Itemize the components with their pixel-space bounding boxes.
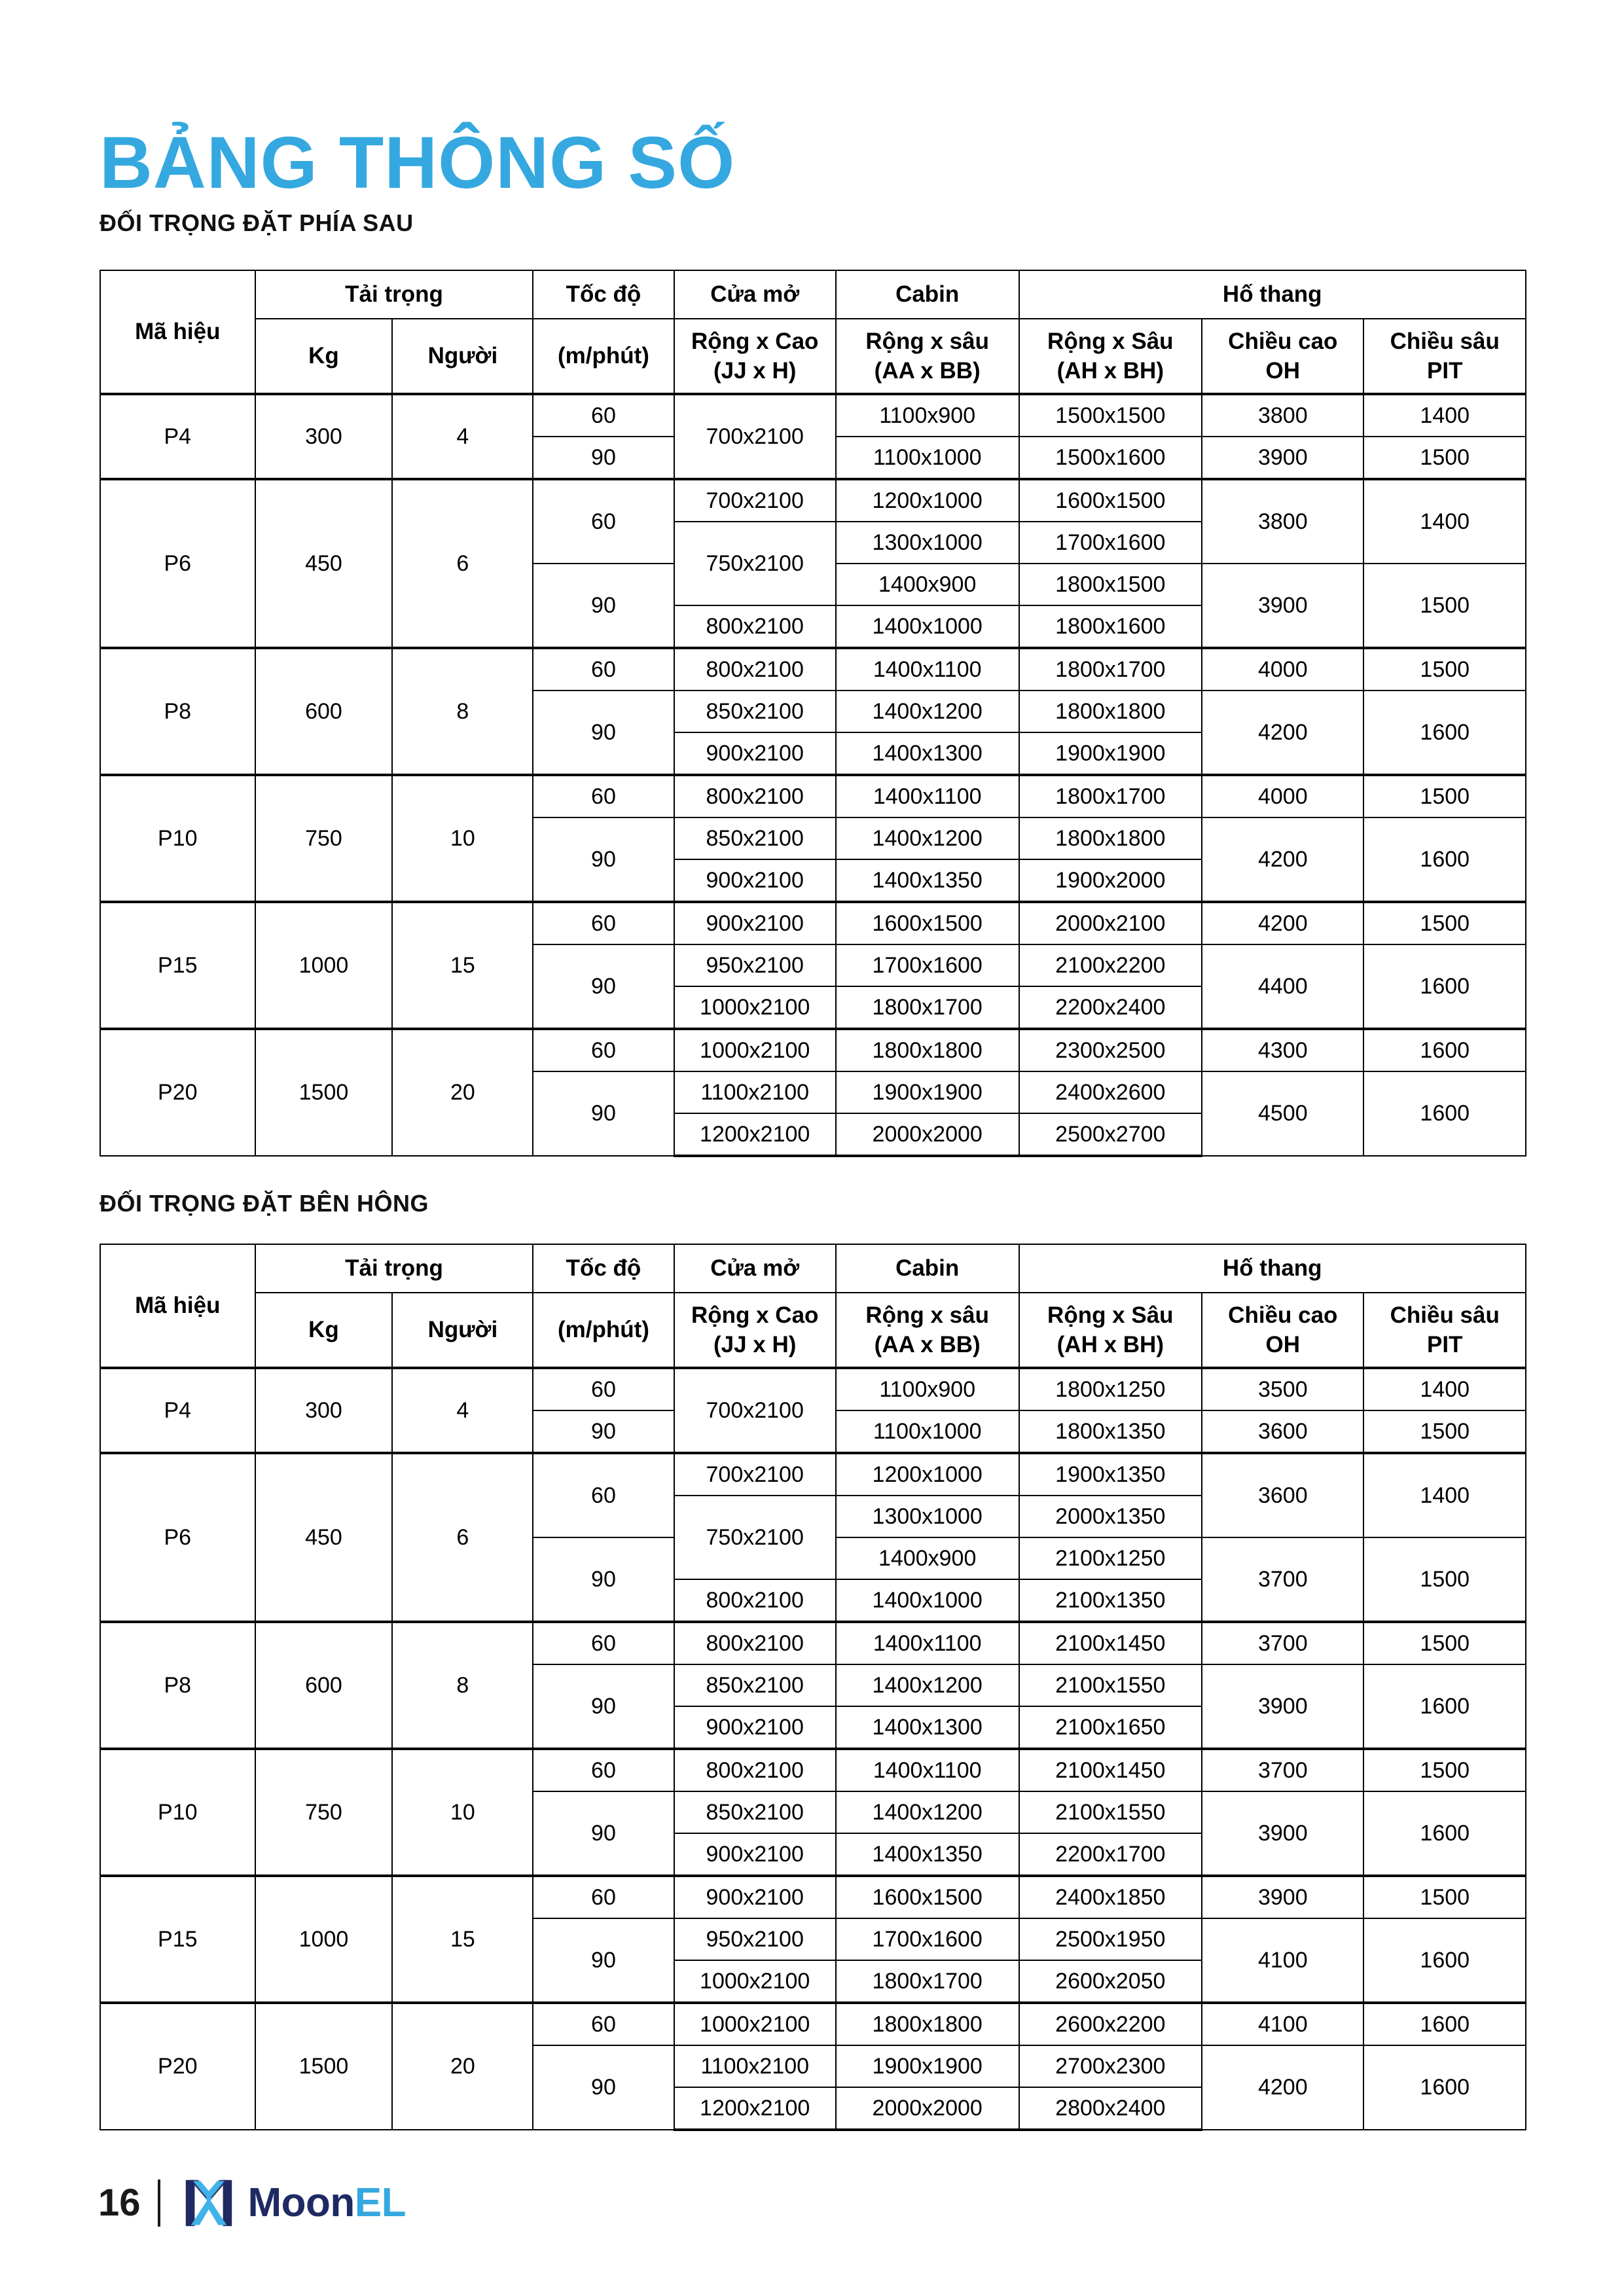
cell-cabin-size: 1800x1800 [836,2003,1019,2045]
cell-door-size: 750x2100 [674,1496,836,1579]
cell-speed: 90 [533,944,674,1029]
cell-overhead-oh: 3700 [1202,1749,1363,1791]
cell-cabin-size: 1400x1200 [836,817,1019,859]
cell-shaft-size: 2100x1550 [1019,1664,1202,1706]
cell-shaft-size: 2200x2400 [1019,986,1202,1029]
th-shaft-sub: Rộng x Sâu (AH x BH) [1019,1293,1202,1368]
cell-pit-depth: 1600 [1363,1791,1526,1876]
th-kg: Kg [255,319,393,394]
cell-pit-depth: 1500 [1363,1622,1526,1664]
cell-shaft-size: 2100x1650 [1019,1706,1202,1749]
cell-overhead-oh: 4200 [1202,902,1363,944]
cell-shaft-size: 2700x2300 [1019,2045,1202,2087]
cell-cabin-size: 1300x1000 [836,1496,1019,1537]
cell-door-size: 900x2100 [674,859,836,902]
cell-model-code: P8 [100,648,255,775]
cell-pit-depth: 1500 [1363,1876,1526,1918]
cell-capacity-people: 20 [392,1029,533,1156]
cell-capacity-kg: 750 [255,1749,393,1876]
table-body [100,1368,1526,2130]
cell-speed: 60 [533,1453,674,1537]
cell-overhead-oh: 3500 [1202,1368,1363,1410]
cell-capacity-kg: 300 [255,394,393,479]
cell-model-code: P20 [100,1029,255,1156]
cell-door-size: 1100x2100 [674,1071,836,1113]
cell-capacity-kg: 450 [255,479,393,648]
cell-shaft-size: 2600x2050 [1019,1960,1202,2003]
cell-capacity-people: 6 [392,1453,533,1622]
cell-overhead-oh: 4100 [1202,1918,1363,2003]
cell-capacity-kg: 1000 [255,1876,393,2003]
cell-overhead-oh: 4000 [1202,775,1363,817]
cell-pit-depth: 1600 [1363,1071,1526,1156]
moonel-logo-icon [183,2177,235,2229]
brand-wordmark [247,2180,406,2225]
cell-speed: 90 [533,1071,674,1156]
cell-cabin-size: 1800x1700 [836,986,1019,1029]
th-cabin-group: Cabin [836,1244,1019,1293]
th-code: Mã hiệu [100,1244,255,1368]
cell-shaft-size: 2500x2700 [1019,1113,1202,1156]
cell-shaft-size: 2400x2600 [1019,1071,1202,1113]
cell-capacity-kg: 1000 [255,902,393,1029]
cell-cabin-size: 1100x1000 [836,437,1019,479]
cell-pit-depth: 1500 [1363,902,1526,944]
cell-door-size: 800x2100 [674,1622,836,1664]
cell-cabin-size: 1100x1000 [836,1410,1019,1453]
cell-shaft-size: 2100x1550 [1019,1791,1202,1833]
cell-speed: 60 [533,902,674,944]
cell-speed: 90 [533,1791,674,1876]
cell-speed: 60 [533,394,674,437]
th-pit: Chiều sâu PIT [1363,319,1526,394]
cell-door-size: 850x2100 [674,817,836,859]
cell-speed: 90 [533,2045,674,2130]
cell-overhead-oh: 3800 [1202,394,1363,437]
cell-shaft-size: 2600x2200 [1019,2003,1202,2045]
cell-overhead-oh: 3900 [1202,1664,1363,1749]
cell-capacity-people: 4 [392,394,533,479]
table-row [100,394,1526,437]
cell-capacity-people: 4 [392,1368,533,1453]
page-number: 16 [98,2181,141,2224]
th-load-group: Tải trọng [255,270,533,319]
table-row [100,1749,1526,1791]
th-oh: Chiều cao OH [1202,1293,1363,1368]
cell-door-size: 850x2100 [674,691,836,732]
brand-name-el: EL [354,2180,406,2225]
cell-cabin-size: 1800x1700 [836,1960,1019,2003]
cell-door-size: 700x2100 [674,479,836,522]
cell-pit-depth: 1500 [1363,775,1526,817]
cell-door-size: 900x2100 [674,1876,836,1918]
cell-pit-depth: 1400 [1363,479,1526,564]
cell-capacity-kg: 1500 [255,1029,393,1156]
th-shaft-group: Hố thang [1019,1244,1526,1293]
cell-pit-depth: 1400 [1363,394,1526,437]
cell-model-code: P10 [100,1749,255,1876]
cell-capacity-people: 10 [392,775,533,902]
th-door-sub: Rộng x Cao (JJ x H) [674,319,836,394]
cell-shaft-size: 1800x1700 [1019,775,1202,817]
cell-model-code: P4 [100,1368,255,1453]
cell-overhead-oh: 3700 [1202,1537,1363,1622]
cell-shaft-size: 2800x2400 [1019,2087,1202,2130]
cell-cabin-size: 1200x1000 [836,479,1019,522]
cell-cabin-size: 1400x1100 [836,1749,1019,1791]
cell-door-size: 700x2100 [674,1453,836,1496]
cell-pit-depth: 1600 [1363,1918,1526,2003]
cell-speed: 60 [533,1029,674,1071]
cell-pit-depth: 1600 [1363,944,1526,1029]
cell-door-size: 1000x2100 [674,2003,836,2045]
cell-speed: 90 [533,1918,674,2003]
cell-cabin-size: 1400x1000 [836,605,1019,648]
cell-door-size: 1200x2100 [674,2087,836,2130]
table-row [100,648,1526,691]
cell-cabin-size: 1700x1600 [836,944,1019,986]
cell-overhead-oh: 4200 [1202,2045,1363,2130]
cell-model-code: P15 [100,1876,255,2003]
cell-door-size: 850x2100 [674,1664,836,1706]
th-pit: Chiều sâu PIT [1363,1293,1526,1368]
th-speed-unit: (m/phút) [533,1293,674,1368]
cell-shaft-size: 2000x1350 [1019,1496,1202,1537]
cell-door-size: 900x2100 [674,1833,836,1876]
cell-cabin-size: 1200x1000 [836,1453,1019,1496]
cell-shaft-size: 1800x1500 [1019,564,1202,605]
cell-capacity-kg: 300 [255,1368,393,1453]
th-door-sub: Rộng x Cao (JJ x H) [674,1293,836,1368]
cell-capacity-people: 20 [392,2003,533,2130]
cell-capacity-people: 10 [392,1749,533,1876]
cell-speed: 90 [533,817,674,902]
cell-shaft-size: 2100x1250 [1019,1537,1202,1579]
cell-cabin-size: 1400x1200 [836,1664,1019,1706]
th-cabin-group: Cabin [836,270,1019,319]
cell-shaft-size: 1900x1350 [1019,1453,1202,1496]
section-heading-side-counterweight: ĐỐI TRỌNG ĐẶT BÊN HÔNG [99,1190,429,1217]
cell-door-size: 800x2100 [674,1579,836,1622]
cell-pit-depth: 1500 [1363,1410,1526,1453]
cell-pit-depth: 1500 [1363,1749,1526,1791]
cell-door-size: 800x2100 [674,605,836,648]
cell-cabin-size: 1900x1900 [836,2045,1019,2087]
cell-capacity-people: 8 [392,1622,533,1749]
cell-overhead-oh: 4500 [1202,1071,1363,1156]
table-row [100,479,1526,522]
cell-shaft-size: 1900x2000 [1019,859,1202,902]
cell-door-size: 800x2100 [674,1749,836,1791]
cell-overhead-oh: 3900 [1202,1791,1363,1876]
cell-speed: 60 [533,775,674,817]
cell-door-size: 1100x2100 [674,2045,836,2087]
cell-capacity-kg: 600 [255,1622,393,1749]
footer-divider [158,2179,160,2227]
cell-cabin-size: 1600x1500 [836,1876,1019,1918]
cell-model-code: P6 [100,1453,255,1622]
cell-shaft-size: 2100x2200 [1019,944,1202,986]
cell-model-code: P10 [100,775,255,902]
cell-shaft-size: 1800x1250 [1019,1368,1202,1410]
cell-cabin-size: 1700x1600 [836,1918,1019,1960]
cell-overhead-oh: 3800 [1202,479,1363,564]
cell-speed: 90 [533,1664,674,1749]
cell-cabin-size: 1800x1800 [836,1029,1019,1071]
th-people: Người [392,319,533,394]
cell-overhead-oh: 3700 [1202,1622,1363,1664]
table-header [100,1244,1526,1368]
th-shaft-group: Hố thang [1019,270,1526,319]
th-door-group: Cửa mở [674,1244,836,1293]
cell-door-size: 950x2100 [674,1918,836,1960]
cell-cabin-size: 1100x900 [836,1368,1019,1410]
table-row [100,1622,1526,1664]
cell-cabin-size: 2000x2000 [836,2087,1019,2130]
cell-pit-depth: 1500 [1363,564,1526,648]
cell-cabin-size: 1400x1300 [836,1706,1019,1749]
cell-model-code: P4 [100,394,255,479]
cell-shaft-size: 1500x1500 [1019,394,1202,437]
cell-speed: 90 [533,691,674,775]
cell-overhead-oh: 4100 [1202,2003,1363,2045]
cell-cabin-size: 1300x1000 [836,522,1019,564]
table-header [100,270,1526,394]
cell-model-code: P8 [100,1622,255,1749]
cell-door-size: 900x2100 [674,902,836,944]
cell-overhead-oh: 4200 [1202,691,1363,775]
cell-door-size: 1000x2100 [674,1960,836,2003]
cell-speed: 60 [533,1876,674,1918]
cell-shaft-size: 1800x1700 [1019,648,1202,691]
cell-overhead-oh: 3900 [1202,437,1363,479]
cell-shaft-size: 1800x1350 [1019,1410,1202,1453]
page-title: BẢNG THÔNG SỐ [99,122,736,204]
cell-door-size: 1000x2100 [674,986,836,1029]
cell-pit-depth: 1400 [1363,1368,1526,1410]
cell-cabin-size: 1900x1900 [836,1071,1019,1113]
cell-shaft-size: 1900x1900 [1019,732,1202,775]
cell-door-size: 900x2100 [674,732,836,775]
cell-door-size: 700x2100 [674,394,836,479]
cell-cabin-size: 1400x1100 [836,648,1019,691]
cell-capacity-kg: 1500 [255,2003,393,2130]
cell-shaft-size: 1800x1800 [1019,691,1202,732]
table-row [100,1029,1526,1071]
cell-overhead-oh: 3600 [1202,1410,1363,1453]
spec-table-side-counterweight [99,1244,1526,2131]
cell-shaft-size: 2500x1950 [1019,1918,1202,1960]
cell-speed: 60 [533,1368,674,1410]
cell-cabin-size: 1400x1350 [836,1833,1019,1876]
cell-model-code: P15 [100,902,255,1029]
cell-pit-depth: 1600 [1363,2003,1526,2045]
th-door-group: Cửa mở [674,270,836,319]
cell-speed: 90 [533,1410,674,1453]
cell-pit-depth: 1600 [1363,2045,1526,2130]
cell-door-size: 800x2100 [674,648,836,691]
cell-pit-depth: 1600 [1363,817,1526,902]
cell-shaft-size: 2100x1450 [1019,1749,1202,1791]
table-row [100,2003,1526,2045]
cell-shaft-size: 2200x1700 [1019,1833,1202,1876]
cell-cabin-size: 1100x900 [836,394,1019,437]
cell-capacity-people: 15 [392,902,533,1029]
cell-pit-depth: 1500 [1363,1537,1526,1622]
cell-pit-depth: 1600 [1363,691,1526,775]
cell-shaft-size: 2300x2500 [1019,1029,1202,1071]
th-cabin-sub: Rộng x sâu (AA x BB) [836,319,1019,394]
cell-speed: 60 [533,479,674,564]
cell-overhead-oh: 3900 [1202,564,1363,648]
cell-overhead-oh: 4400 [1202,944,1363,1029]
cell-shaft-size: 1800x1800 [1019,817,1202,859]
cell-cabin-size: 1400x1300 [836,732,1019,775]
cell-cabin-size: 1400x1100 [836,775,1019,817]
cell-overhead-oh: 4200 [1202,817,1363,902]
cell-shaft-size: 2100x1350 [1019,1579,1202,1622]
cell-shaft-size: 1600x1500 [1019,479,1202,522]
th-speed-group: Tốc độ [533,270,674,319]
th-speed-unit: (m/phút) [533,319,674,394]
cell-model-code: P6 [100,479,255,648]
cell-capacity-kg: 450 [255,1453,393,1622]
section-heading-rear-counterweight: ĐỐI TRỌNG ĐẶT PHÍA SAU [99,209,414,236]
cell-shaft-size: 1800x1600 [1019,605,1202,648]
cell-speed: 60 [533,1622,674,1664]
cell-shaft-size: 1700x1600 [1019,522,1202,564]
th-load-group: Tải trọng [255,1244,533,1293]
cell-speed: 90 [533,1537,674,1622]
cell-speed: 90 [533,437,674,479]
cell-door-size: 950x2100 [674,944,836,986]
cell-door-size: 900x2100 [674,1706,836,1749]
th-cabin-sub: Rộng x sâu (AA x BB) [836,1293,1019,1368]
cell-door-size: 850x2100 [674,1791,836,1833]
table-body [100,394,1526,1156]
cell-overhead-oh: 3600 [1202,1453,1363,1537]
table-row [100,775,1526,817]
cell-cabin-size: 2000x2000 [836,1113,1019,1156]
cell-door-size: 1200x2100 [674,1113,836,1156]
brand-name-moon: Moon [247,2180,355,2225]
cell-shaft-size: 2000x2100 [1019,902,1202,944]
cell-overhead-oh: 4000 [1202,648,1363,691]
spec-table-rear-counterweight [99,270,1526,1157]
cell-pit-depth: 1400 [1363,1453,1526,1537]
th-oh: Chiều cao OH [1202,319,1363,394]
th-speed-group: Tốc độ [533,1244,674,1293]
cell-capacity-kg: 750 [255,775,393,902]
cell-pit-depth: 1600 [1363,1029,1526,1071]
th-people: Người [392,1293,533,1368]
cell-door-size: 800x2100 [674,775,836,817]
cell-cabin-size: 1400x1000 [836,1579,1019,1622]
th-kg: Kg [255,1293,393,1368]
cell-pit-depth: 1600 [1363,1664,1526,1749]
cell-cabin-size: 1400x1200 [836,1791,1019,1833]
table-row [100,1453,1526,1496]
cell-capacity-people: 6 [392,479,533,648]
cell-model-code: P20 [100,2003,255,2130]
cell-capacity-people: 15 [392,1876,533,2003]
cell-pit-depth: 1500 [1363,437,1526,479]
th-code: Mã hiệu [100,270,255,394]
cell-door-size: 1000x2100 [674,1029,836,1071]
cell-speed: 60 [533,1749,674,1791]
cell-cabin-size: 1400x1200 [836,691,1019,732]
cell-overhead-oh: 4300 [1202,1029,1363,1071]
cell-speed: 60 [533,648,674,691]
cell-door-size: 700x2100 [674,1368,836,1453]
cell-door-size: 750x2100 [674,522,836,605]
cell-cabin-size: 1600x1500 [836,902,1019,944]
cell-overhead-oh: 3900 [1202,1876,1363,1918]
cell-cabin-size: 1400x900 [836,1537,1019,1579]
cell-shaft-size: 2400x1850 [1019,1876,1202,1918]
cell-shaft-size: 2100x1450 [1019,1622,1202,1664]
th-shaft-sub: Rộng x Sâu (AH x BH) [1019,319,1202,394]
table-row [100,1876,1526,1918]
cell-capacity-kg: 600 [255,648,393,775]
cell-speed: 90 [533,564,674,648]
cell-cabin-size: 1400x1350 [836,859,1019,902]
cell-speed: 60 [533,2003,674,2045]
cell-shaft-size: 1500x1600 [1019,437,1202,479]
cell-cabin-size: 1400x900 [836,564,1019,605]
cell-pit-depth: 1500 [1363,648,1526,691]
cell-cabin-size: 1400x1100 [836,1622,1019,1664]
table-row [100,1368,1526,1410]
cell-capacity-people: 8 [392,648,533,775]
table-row [100,902,1526,944]
page-footer [98,2173,406,2233]
